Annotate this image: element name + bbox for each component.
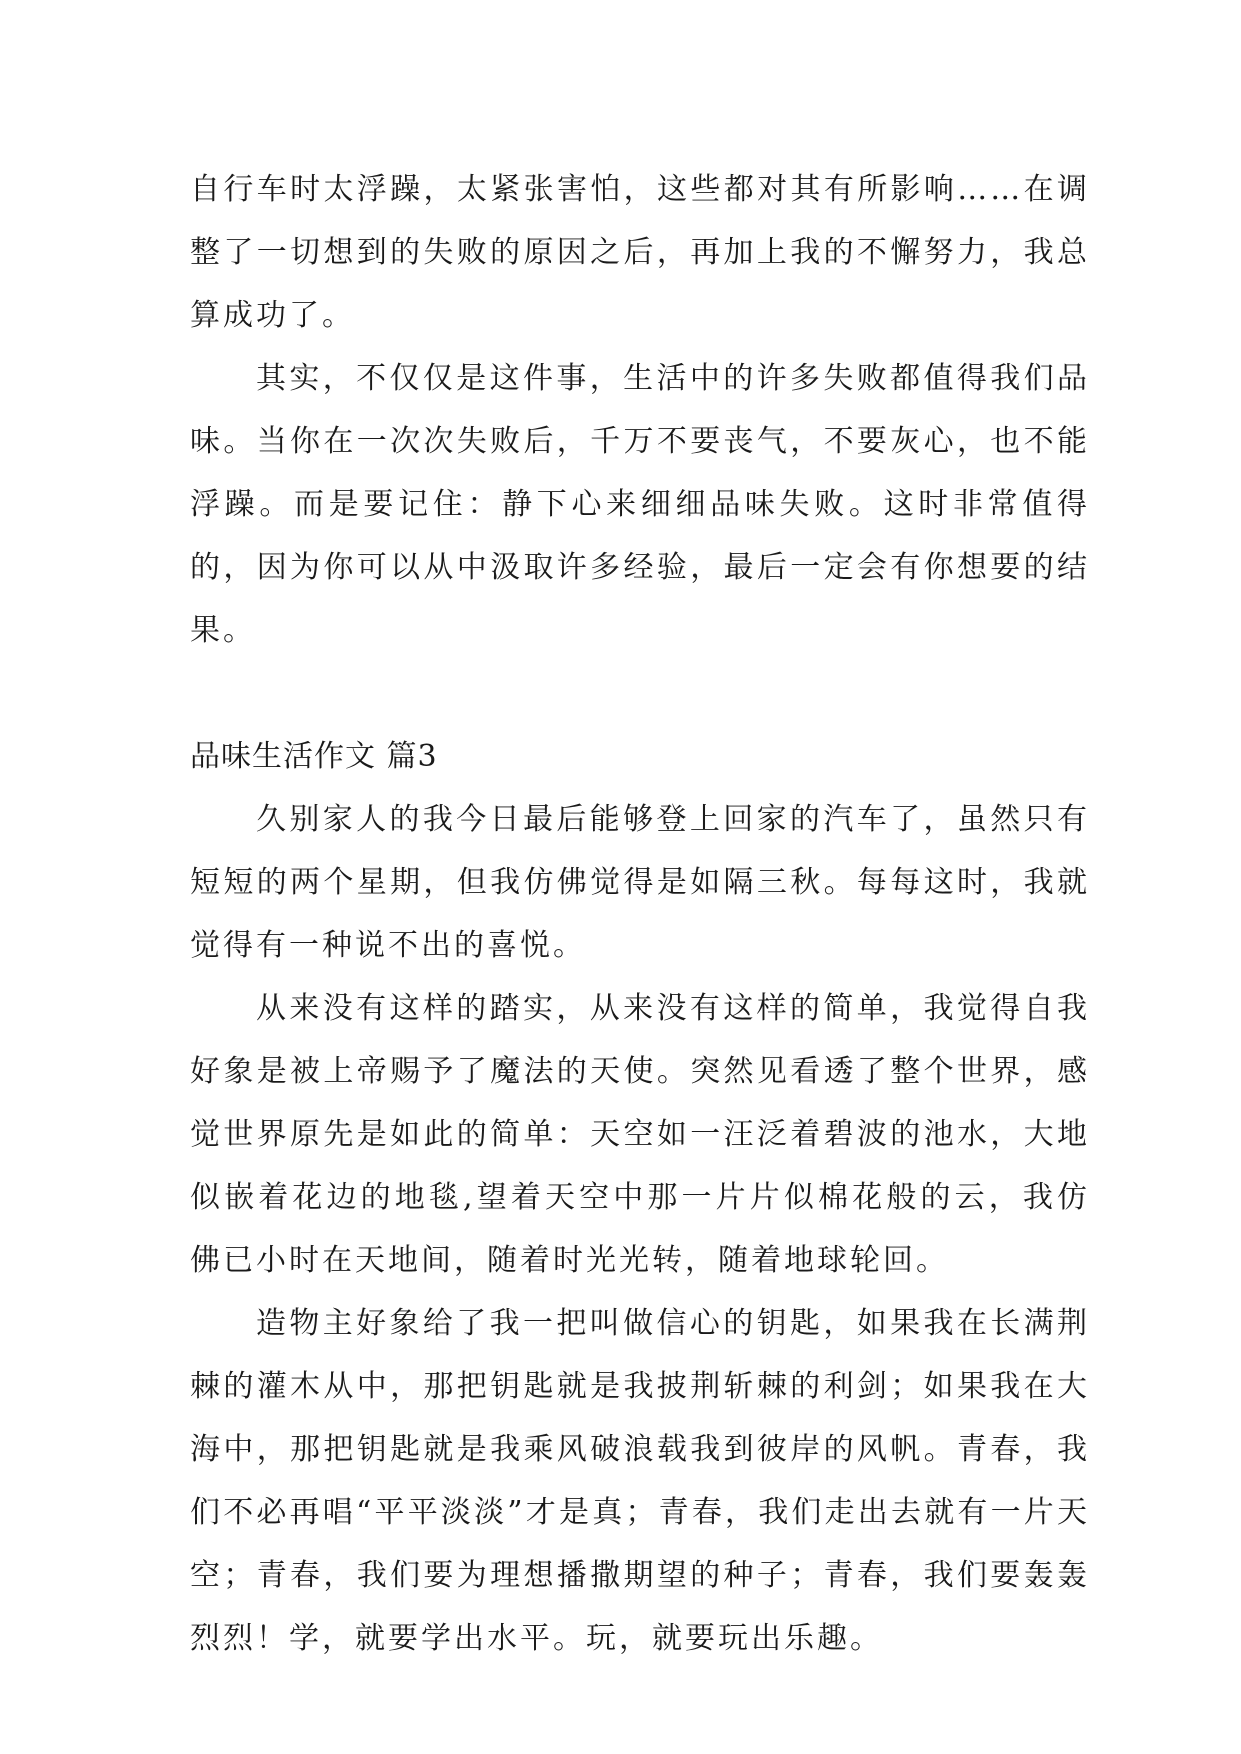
paragraph-reflection: 其实，不仅仅是这件事，生活中的许多失败都值得我们品味。当你在一次次失败后，千万不要丧气，不要灰心，也不能浮躁。而是要记住：静下心来细细品味失败。这时非常值得的，因为你可以从中汲取许多经验，最后一定会有你想要的结果。 <box>190 361 1090 648</box>
document-body <box>190 158 1090 1670</box>
paragraph-continuation: 自行车时太浮躁，太紧张害怕，这些都对其有所影响……在调整了一切想到的失败的原因之后，再加上我的不懈努力，我总算成功了。 <box>190 172 1090 333</box>
paragraph-youth: 造物主好象给了我一把叫做信心的钥匙，如果我在长满荆棘的灌木从中，那把钥匙就是我披荆斩棘的利剑；如果我在大海中，那把钥匙就是我乘风破浪载我到彼岸的风帆。青春，我们不必再唱“平平淡淡”才是真；青春，我们走出去就有一片天空；青春，我们要为理想播撒期望的种子；青春，我们要轰轰烈烈！学，就要学出水平。玩，就要玩出乐趣。 <box>190 1306 1090 1656</box>
paragraph-simplicity: 从来没有这样的踏实，从来没有这样的简单，我觉得自我好象是被上帝赐予了魔法的天使。突然见看透了整个世界，感觉世界原先是如此的简单：天空如一汪泛着碧波的池水，大地似嵌着花边的地毯,望着天空中那一片片似棉花般的云，我仿佛已小时在天地间，随着时光光转，随着地球轮回。 <box>190 991 1090 1278</box>
paragraph-going-home: 久别家人的我今日最后能够登上回家的汽车了，虽然只有短短的两个星期，但我仿佛觉得是如隔三秋。每每这时，我就觉得有一种说不出的喜悦。 <box>190 802 1090 963</box>
section-heading: 品味生活作文 篇3 <box>190 739 438 774</box>
